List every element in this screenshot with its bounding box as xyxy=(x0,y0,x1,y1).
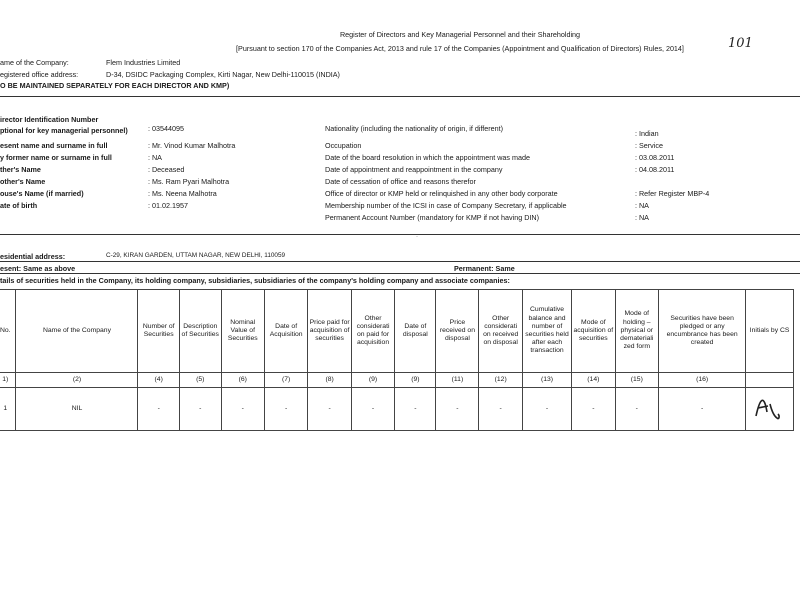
pan-value: : NA xyxy=(635,213,649,222)
cell: - xyxy=(572,388,615,431)
present-name-value: : Mr. Vinod Kumar Malhotra xyxy=(148,141,236,150)
signature-initials-icon xyxy=(750,392,790,422)
col-number: (6) xyxy=(221,373,264,388)
divider-address-2 xyxy=(0,273,800,274)
other-office-value: : Refer Register MBP-4 xyxy=(635,189,710,198)
occupation-label: Occupation xyxy=(325,141,362,150)
appointment-date-value: : 04.08.2011 xyxy=(635,165,675,174)
cell: - xyxy=(264,388,307,431)
col-number: (13) xyxy=(522,373,571,388)
office-address-value: D-34, DSIDC Packaging Complex, Kirti Nagar, New Delhi-110015 (INDIA) xyxy=(106,70,340,79)
col-number: (12) xyxy=(479,373,522,388)
cell: - xyxy=(179,388,221,431)
cell: - xyxy=(522,388,571,431)
securities-heading: tails of securities held in the Company, its holding company, subsidiaries, subsidiaries of the company's holding company and associate companies: xyxy=(0,276,510,285)
cell: - xyxy=(138,388,179,431)
col-header: No. xyxy=(0,290,16,373)
permanent-address-label: Permanent: Same xyxy=(454,264,515,273)
icsi-membership-label: Membership number of the ICSI in case of Company Secretary, if applicable xyxy=(325,201,567,210)
present-address-label: esent: Same as above xyxy=(0,264,76,273)
col-header: Other considerati on paid for acquisition xyxy=(351,290,394,373)
col-number: 1) xyxy=(0,373,16,388)
col-number: (8) xyxy=(308,373,351,388)
cell: NIL xyxy=(16,388,138,431)
col-header: Price received on disposal xyxy=(436,290,479,373)
table-number-row xyxy=(0,373,794,388)
spouse-name-value: : Ms. Neena Malhotra xyxy=(148,189,217,198)
col-number: (5) xyxy=(179,373,221,388)
col-header: Mode of acquisition of securities xyxy=(572,290,615,373)
father-name-value: : Deceased xyxy=(148,165,185,174)
present-name-label: esent name and surname in full xyxy=(0,141,108,150)
col-number xyxy=(746,373,794,388)
col-number: (9) xyxy=(351,373,394,388)
company-name-value: Flem Industries Limited xyxy=(106,58,181,67)
col-header: Nominal Value of Securities xyxy=(221,290,264,373)
cell: - xyxy=(659,388,746,431)
company-name-label: ame of the Company: xyxy=(0,58,69,67)
divider-mid xyxy=(0,234,800,235)
board-resolution-value: : 03.08.2011 xyxy=(635,153,675,162)
divider-top xyxy=(0,96,800,97)
page-number: 101 xyxy=(728,36,753,51)
col-header: Initials by CS xyxy=(746,290,794,373)
residential-address-value: C-29, KIRAN GARDEN, UTTAM NAGAR, NEW DELHI, 110059 xyxy=(106,252,286,259)
cell: - xyxy=(436,388,479,431)
mother-name-value: : Ms. Ram Pyari Malhotra xyxy=(148,177,230,186)
spouse-name-label: ouse's Name (if married) xyxy=(0,189,84,198)
board-resolution-label: Date of the board resolution in which the appointment was made xyxy=(325,153,530,162)
cell: - xyxy=(479,388,522,431)
col-header: Other considerati on received on disposal xyxy=(479,290,522,373)
col-header: Number of Securities xyxy=(138,290,179,373)
col-header: Securities have been pledged or any encumbrance has been created xyxy=(659,290,746,373)
residential-address-label: esidential address: xyxy=(0,252,66,261)
maintenance-note: O BE MAINTAINED SEPARATELY FOR EACH DIRECTOR AND KMP) xyxy=(0,81,230,90)
cell: - xyxy=(221,388,264,431)
table-header-row xyxy=(0,290,794,373)
col-number: (2) xyxy=(16,373,138,388)
col-header: Date of disposal xyxy=(395,290,436,373)
appointment-date-label: Date of appointment and reappointment in the company xyxy=(325,165,503,174)
col-number: (4) xyxy=(138,373,179,388)
dob-label: ate of birth xyxy=(0,201,38,210)
cell: - xyxy=(308,388,351,431)
col-number: (15) xyxy=(615,373,659,388)
col-number: (16) xyxy=(659,373,746,388)
other-office-label: Office of director or KMP held or relinquished in any other body corporate xyxy=(325,189,558,198)
cell: - xyxy=(395,388,436,431)
nationality-value: : Indian xyxy=(635,129,659,138)
col-header: Price paid for acquisition of securities xyxy=(308,290,351,373)
register-subtitle: [Pursuant to section 170 of the Companies Act, 2013 and rule 17 of the Companies (Appointment and Qualification of Directors) Rules, 2014] xyxy=(236,44,684,53)
col-header: Name of the Company xyxy=(16,290,138,373)
office-address-label: egistered office address: xyxy=(0,70,79,79)
col-header: Cumulative balance and number of securities held after each transaction xyxy=(522,290,571,373)
securities-table xyxy=(0,289,794,431)
table-row xyxy=(0,388,794,431)
cell: - xyxy=(351,388,394,431)
din-label-cont: ptional for key managerial personnel) xyxy=(0,126,128,135)
occupation-value: : Service xyxy=(635,141,663,150)
din-value: : 03544095 xyxy=(148,124,184,133)
icsi-membership-value: : NA xyxy=(635,201,649,210)
former-name-label: y former name or surname in full xyxy=(0,153,112,162)
pan-label: Permanent Account Number (mandatory for KMP if not having DIN) xyxy=(325,213,539,222)
col-number: (7) xyxy=(264,373,307,388)
father-name-label: ther's Name xyxy=(0,165,41,174)
nationality-label: Nationality (including the nationality of origin, if different) xyxy=(325,124,504,133)
cessation-label: Date of cessation of office and reasons therefor xyxy=(325,177,476,186)
cell: - xyxy=(615,388,659,431)
col-number: (11) xyxy=(436,373,479,388)
col-header: Mode of holding – physical or demateriali zed form xyxy=(615,290,659,373)
cell-initials xyxy=(746,388,794,431)
din-label: irector Identification Number xyxy=(0,115,99,124)
col-header: Date of Acquisition xyxy=(264,290,307,373)
divider-address xyxy=(0,261,800,262)
former-name-value: : NA xyxy=(148,153,162,162)
col-header: Description of Securities xyxy=(179,290,221,373)
register-title: Register of Directors and Key Managerial Personnel and their Shareholding xyxy=(339,30,581,39)
col-number: (9) xyxy=(395,373,436,388)
dob-value: : 01.02.1957 xyxy=(148,201,188,210)
col-number: (14) xyxy=(572,373,615,388)
mother-name-label: other's Name xyxy=(0,177,46,186)
scan-mark: · xyxy=(416,234,418,240)
cell: 1 xyxy=(0,388,16,431)
